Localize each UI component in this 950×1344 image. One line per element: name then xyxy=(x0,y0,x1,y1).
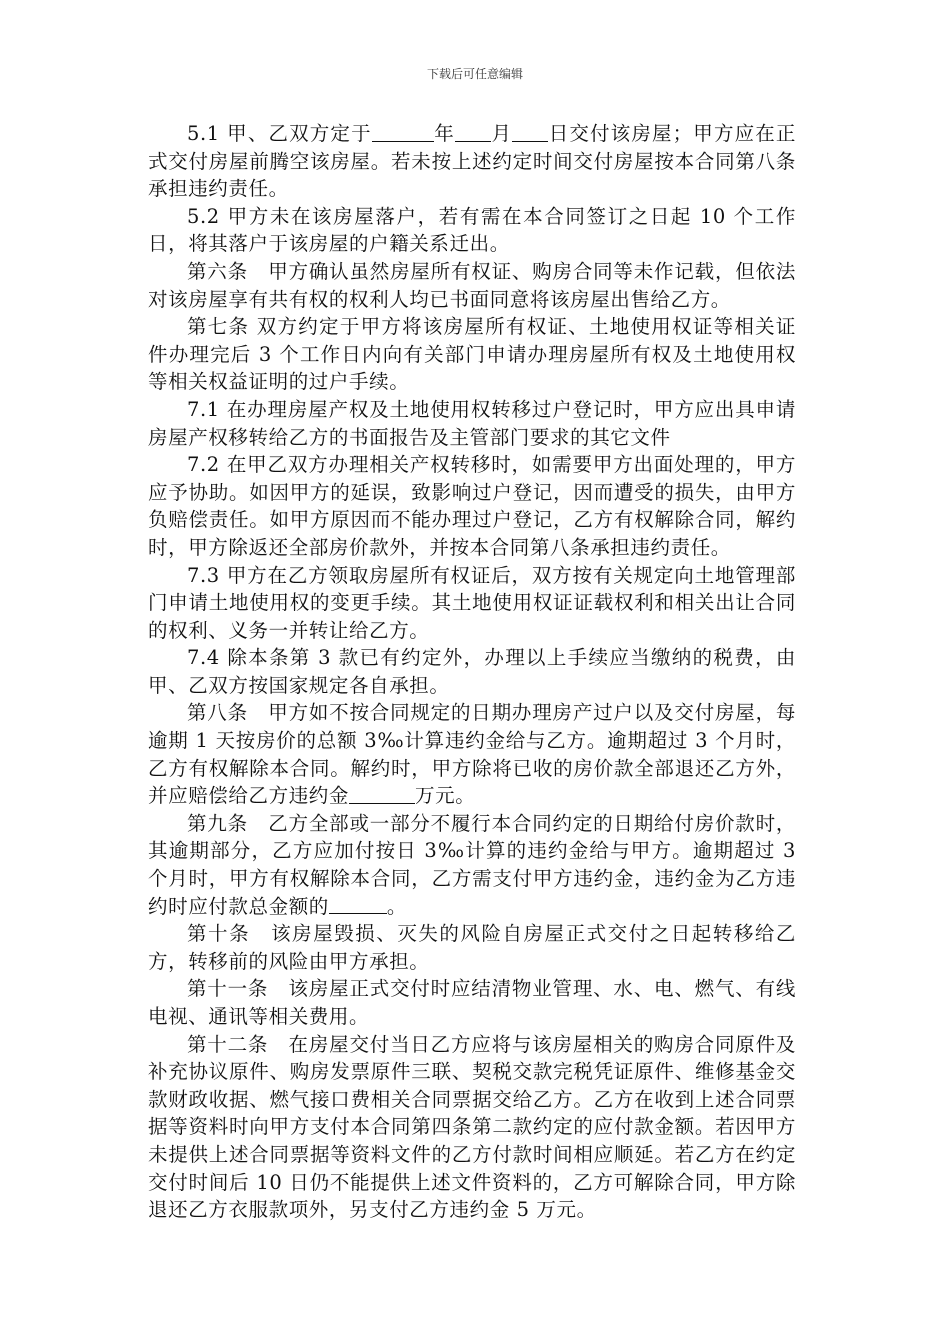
clause-9-text-a: 第九条 乙方全部或一部分不履行本合同约定的日期给付房价款时，其逾期部分，乙方应加付按日 3‰计算的违约金给与甲方。逾期超过 3 个月时，甲方有权解除本合同，乙方需支付甲方违约金，违约金为乙方违约时应付款总金额的 xyxy=(148,811,796,918)
page-header-note: 下载后可任意编辑 xyxy=(426,67,523,81)
clause-5-2: 5.2 甲方未在该房屋落户，若有需在本合同签订之日起 10 个工作日，将其落户于该房屋的户籍关系迁出。 xyxy=(148,204,796,256)
clause-7: 第七条 双方约定于甲方将该房屋所有权证、土地使用权证等相关证件办理完后 3 个工作日内向有关部门申请办理房屋所有权及土地使用权等相关权益证明的过户手续。 xyxy=(148,315,796,394)
month-blank[interactable] xyxy=(455,120,491,141)
clause-5-1-text-d: 日交付该房屋；甲方应在正式交付房屋前腾空该房屋。若未按上述约定时间交付房屋按本合同第八条承担违约责任。 xyxy=(148,122,797,201)
clause-8-text-a: 第八条 甲方如不按合同规定的日期办理房产过户以及交付房屋，每逾期 1 天按房价的总额 3‰计算违约金给与乙方。逾期超过 3 个月时，乙方有权解除本合同。解约时，甲方除将已收的房价款全部退还乙方外，并应赔偿给乙方违约金 xyxy=(148,701,796,808)
clause-8 xyxy=(148,699,796,809)
clause-5-1 xyxy=(148,120,796,203)
clause-5-1-text-c: 月 xyxy=(490,122,513,145)
clause-6: 第六条 甲方确认虽然房屋所有权证、购房合同等未作记载，但依法对该房屋享有共有权的权利人均已书面同意将该房屋出售给乙方。 xyxy=(148,259,796,311)
clause-11: 第十一条 该房屋正式交付时应结清物业管理、水、电、燃气、有线电视、通讯等相关费用。 xyxy=(148,977,796,1028)
clause-7-1: 7.1 在办理房屋产权及土地使用权转移过户登记时，甲方应出具申请房屋产权移转给乙方的书面报告及主管部门要求的其它文件 xyxy=(148,397,796,449)
clause-9-text-b: 。 xyxy=(386,894,408,918)
year-blank[interactable] xyxy=(372,120,434,141)
clause-12: 第十二条 在房屋交付当日乙方应将与该房屋相关的购房合同原件及补充协议原件、购房发票原件三联、契税交款完税凭证原件、维修基金交款财政收据、燃气接口费相关合同票据交给乙方。乙方在收到上述合同票据等资料时向甲方支付本合同第四条第二款约定的应付款金额。若因甲方未提供上述合同票据等资料文件的乙方付款时间相应顺延。若乙方在约定交付时间后 10 日仍不能提供上述文件资料的，乙方可解除合同，甲方除退还乙方衣服款项外，另支付乙方违约金 5 万元。 xyxy=(148,1032,796,1222)
clause-7-4: 7.4 除本条第 3 款已有约定外，办理以上手续应当缴纳的税费，由甲、乙双方按国家规定各自承担。 xyxy=(148,646,796,697)
clause-8-text-b: 万元。 xyxy=(415,784,476,808)
clause-5-1-text-a: 5.1 甲、乙双方定于 xyxy=(187,122,372,145)
clause-9 xyxy=(148,810,796,920)
contract-body xyxy=(148,120,796,1224)
clause-10: 第十条 该房屋毁损、灭失的风险自房屋正式交付之日起转移给乙方，转移前的风险由甲方承担。 xyxy=(148,922,796,973)
penalty-ratio-blank[interactable] xyxy=(329,893,387,914)
penalty-amount-blank[interactable] xyxy=(349,782,415,803)
clause-5-1-text-b: 年 xyxy=(433,122,455,145)
clause-7-2: 7.2 在甲乙双方办理相关产权转移时，如需要甲方出面处理的，甲方应予协助。如因甲方的延误，致影响过户登记，因而遭受的损失，由甲方负赔偿责任。如甲方原因而不能办理过户登记，乙方有权解除合同，解约时，甲方除返还全部房价款外，并按本合同第八条承担违约责任。 xyxy=(148,453,796,559)
clause-7-3: 7.3 甲方在乙方领取房屋所有权证后，双方按有关规定向土地管理部门申请土地使用权的变更手续。其土地使用权证证载权利和相关出让合同的权利、义务一并转让给乙方。 xyxy=(148,563,796,642)
day-blank[interactable] xyxy=(512,120,548,141)
